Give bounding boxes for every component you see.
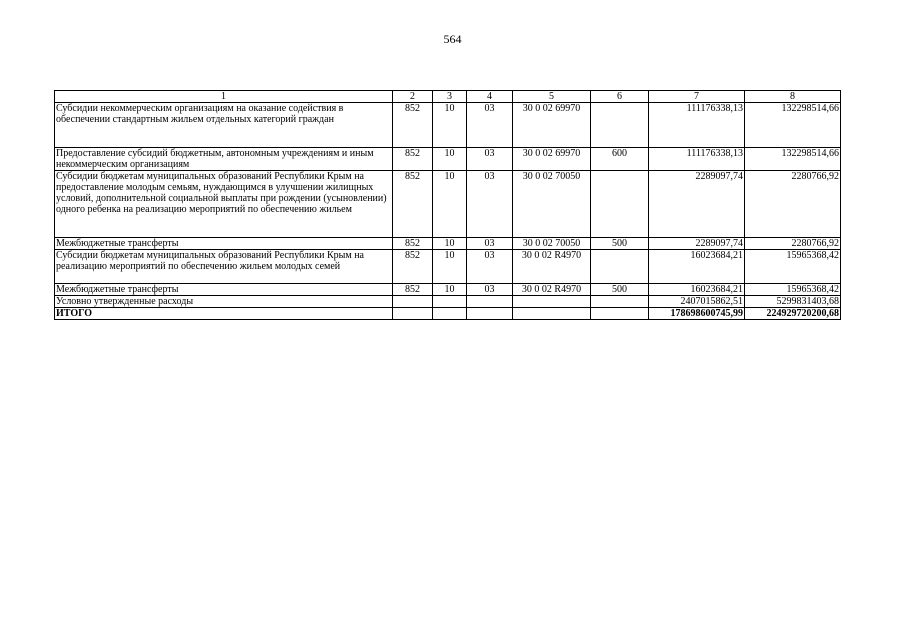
amount-year-2: 2280766,92: [745, 171, 841, 238]
budget-table: [54, 90, 841, 320]
expense-type-code: 600: [591, 148, 649, 171]
total-year-2: 224929720200,68: [745, 308, 841, 320]
expense-name: Субсидии бюджетам муниципальных образований Республики Крым на предоставление молодым семьям, нуждающимся в улучшении жилищных условий, дополнительной социальной выплаты при рождении (усыновлении) одного ребенка на реализацию мероприятий по обеспечению жильем: [55, 171, 393, 238]
total-year-1: 178698600745,99: [649, 308, 745, 320]
ministry-code: [393, 308, 433, 320]
amount-year-1: 2407015862,51: [649, 296, 745, 308]
amount-year-1: 16023684,21: [649, 250, 745, 284]
header-cell: 2: [393, 91, 433, 103]
amount-year-2: 15965368,42: [745, 250, 841, 284]
expense-type-code: [591, 308, 649, 320]
section-code: 10: [433, 238, 467, 250]
amount-year-1: 2289097,74: [649, 238, 745, 250]
header-cell: 8: [745, 91, 841, 103]
subsection-code: 03: [467, 250, 513, 284]
ministry-code: 852: [393, 284, 433, 296]
table-row: [55, 238, 841, 250]
subsection-code: [467, 308, 513, 320]
target-article-code: 30 0 02 R4970: [513, 250, 591, 284]
target-article-code: [513, 308, 591, 320]
expense-name: Межбюджетные трансферты: [55, 238, 393, 250]
subsection-code: 03: [467, 148, 513, 171]
target-article-code: 30 0 02 69970: [513, 103, 591, 148]
section-code: 10: [433, 284, 467, 296]
target-article-code: [513, 296, 591, 308]
amount-year-2: 5299831403,68: [745, 296, 841, 308]
target-article-code: 30 0 02 70050: [513, 171, 591, 238]
expense-type-code: [591, 250, 649, 284]
subsection-code: 03: [467, 103, 513, 148]
header-cell: 1: [55, 91, 393, 103]
section-code: 10: [433, 148, 467, 171]
amount-year-2: 132298514,66: [745, 103, 841, 148]
amount-year-1: 2289097,74: [649, 171, 745, 238]
section-code: [433, 296, 467, 308]
ministry-code: 852: [393, 250, 433, 284]
expense-name: Предоставление субсидий бюджетным, автономным учреждениям и иным некоммерческим организациям: [55, 148, 393, 171]
expense-type-code: 500: [591, 238, 649, 250]
ministry-code: 852: [393, 148, 433, 171]
table-row: [55, 148, 841, 171]
ministry-code: 852: [393, 103, 433, 148]
subsection-code: 03: [467, 171, 513, 238]
amount-year-1: 111176338,13: [649, 148, 745, 171]
ministry-code: 852: [393, 238, 433, 250]
target-article-code: 30 0 02 69970: [513, 148, 591, 171]
target-article-code: 30 0 02 70050: [513, 238, 591, 250]
amount-year-2: 15965368,42: [745, 284, 841, 296]
ministry-code: 852: [393, 171, 433, 238]
table-row: [55, 250, 841, 284]
header-cell: 6: [591, 91, 649, 103]
total-label: ИТОГО: [55, 308, 393, 320]
subsection-code: [467, 296, 513, 308]
expense-type-code: 500: [591, 284, 649, 296]
header-cell: 7: [649, 91, 745, 103]
target-article-code: 30 0 02 R4970: [513, 284, 591, 296]
section-code: 10: [433, 171, 467, 238]
expense-type-code: [591, 171, 649, 238]
expense-name: Субсидии бюджетам муниципальных образований Республики Крым на реализацию мероприятий по обеспечению жильем молодых семей: [55, 250, 393, 284]
expense-name: Субсидии некоммерческим организациям на оказание содействия в обеспечении стандартным жильем отдельных категорий граждан: [55, 103, 393, 148]
amount-year-1: 16023684,21: [649, 284, 745, 296]
table-row: [55, 296, 841, 308]
amount-year-2: 132298514,66: [745, 148, 841, 171]
amount-year-1: 111176338,13: [649, 103, 745, 148]
expense-name: Межбюджетные трансферты: [55, 284, 393, 296]
section-code: [433, 308, 467, 320]
table-row: [55, 103, 841, 148]
total-row: [55, 308, 841, 320]
amount-year-2: 2280766,92: [745, 238, 841, 250]
expense-name: Условно утвержденные расходы: [55, 296, 393, 308]
expense-type-code: [591, 296, 649, 308]
section-code: 10: [433, 103, 467, 148]
ministry-code: [393, 296, 433, 308]
page-number: 564: [443, 32, 462, 46]
header-cell: 5: [513, 91, 591, 103]
table-header-row: [55, 91, 841, 103]
table-row: [55, 171, 841, 238]
header-cell: 3: [433, 91, 467, 103]
subsection-code: 03: [467, 284, 513, 296]
section-code: 10: [433, 250, 467, 284]
subsection-code: 03: [467, 238, 513, 250]
table-row: [55, 284, 841, 296]
header-cell: 4: [467, 91, 513, 103]
expense-type-code: [591, 103, 649, 148]
